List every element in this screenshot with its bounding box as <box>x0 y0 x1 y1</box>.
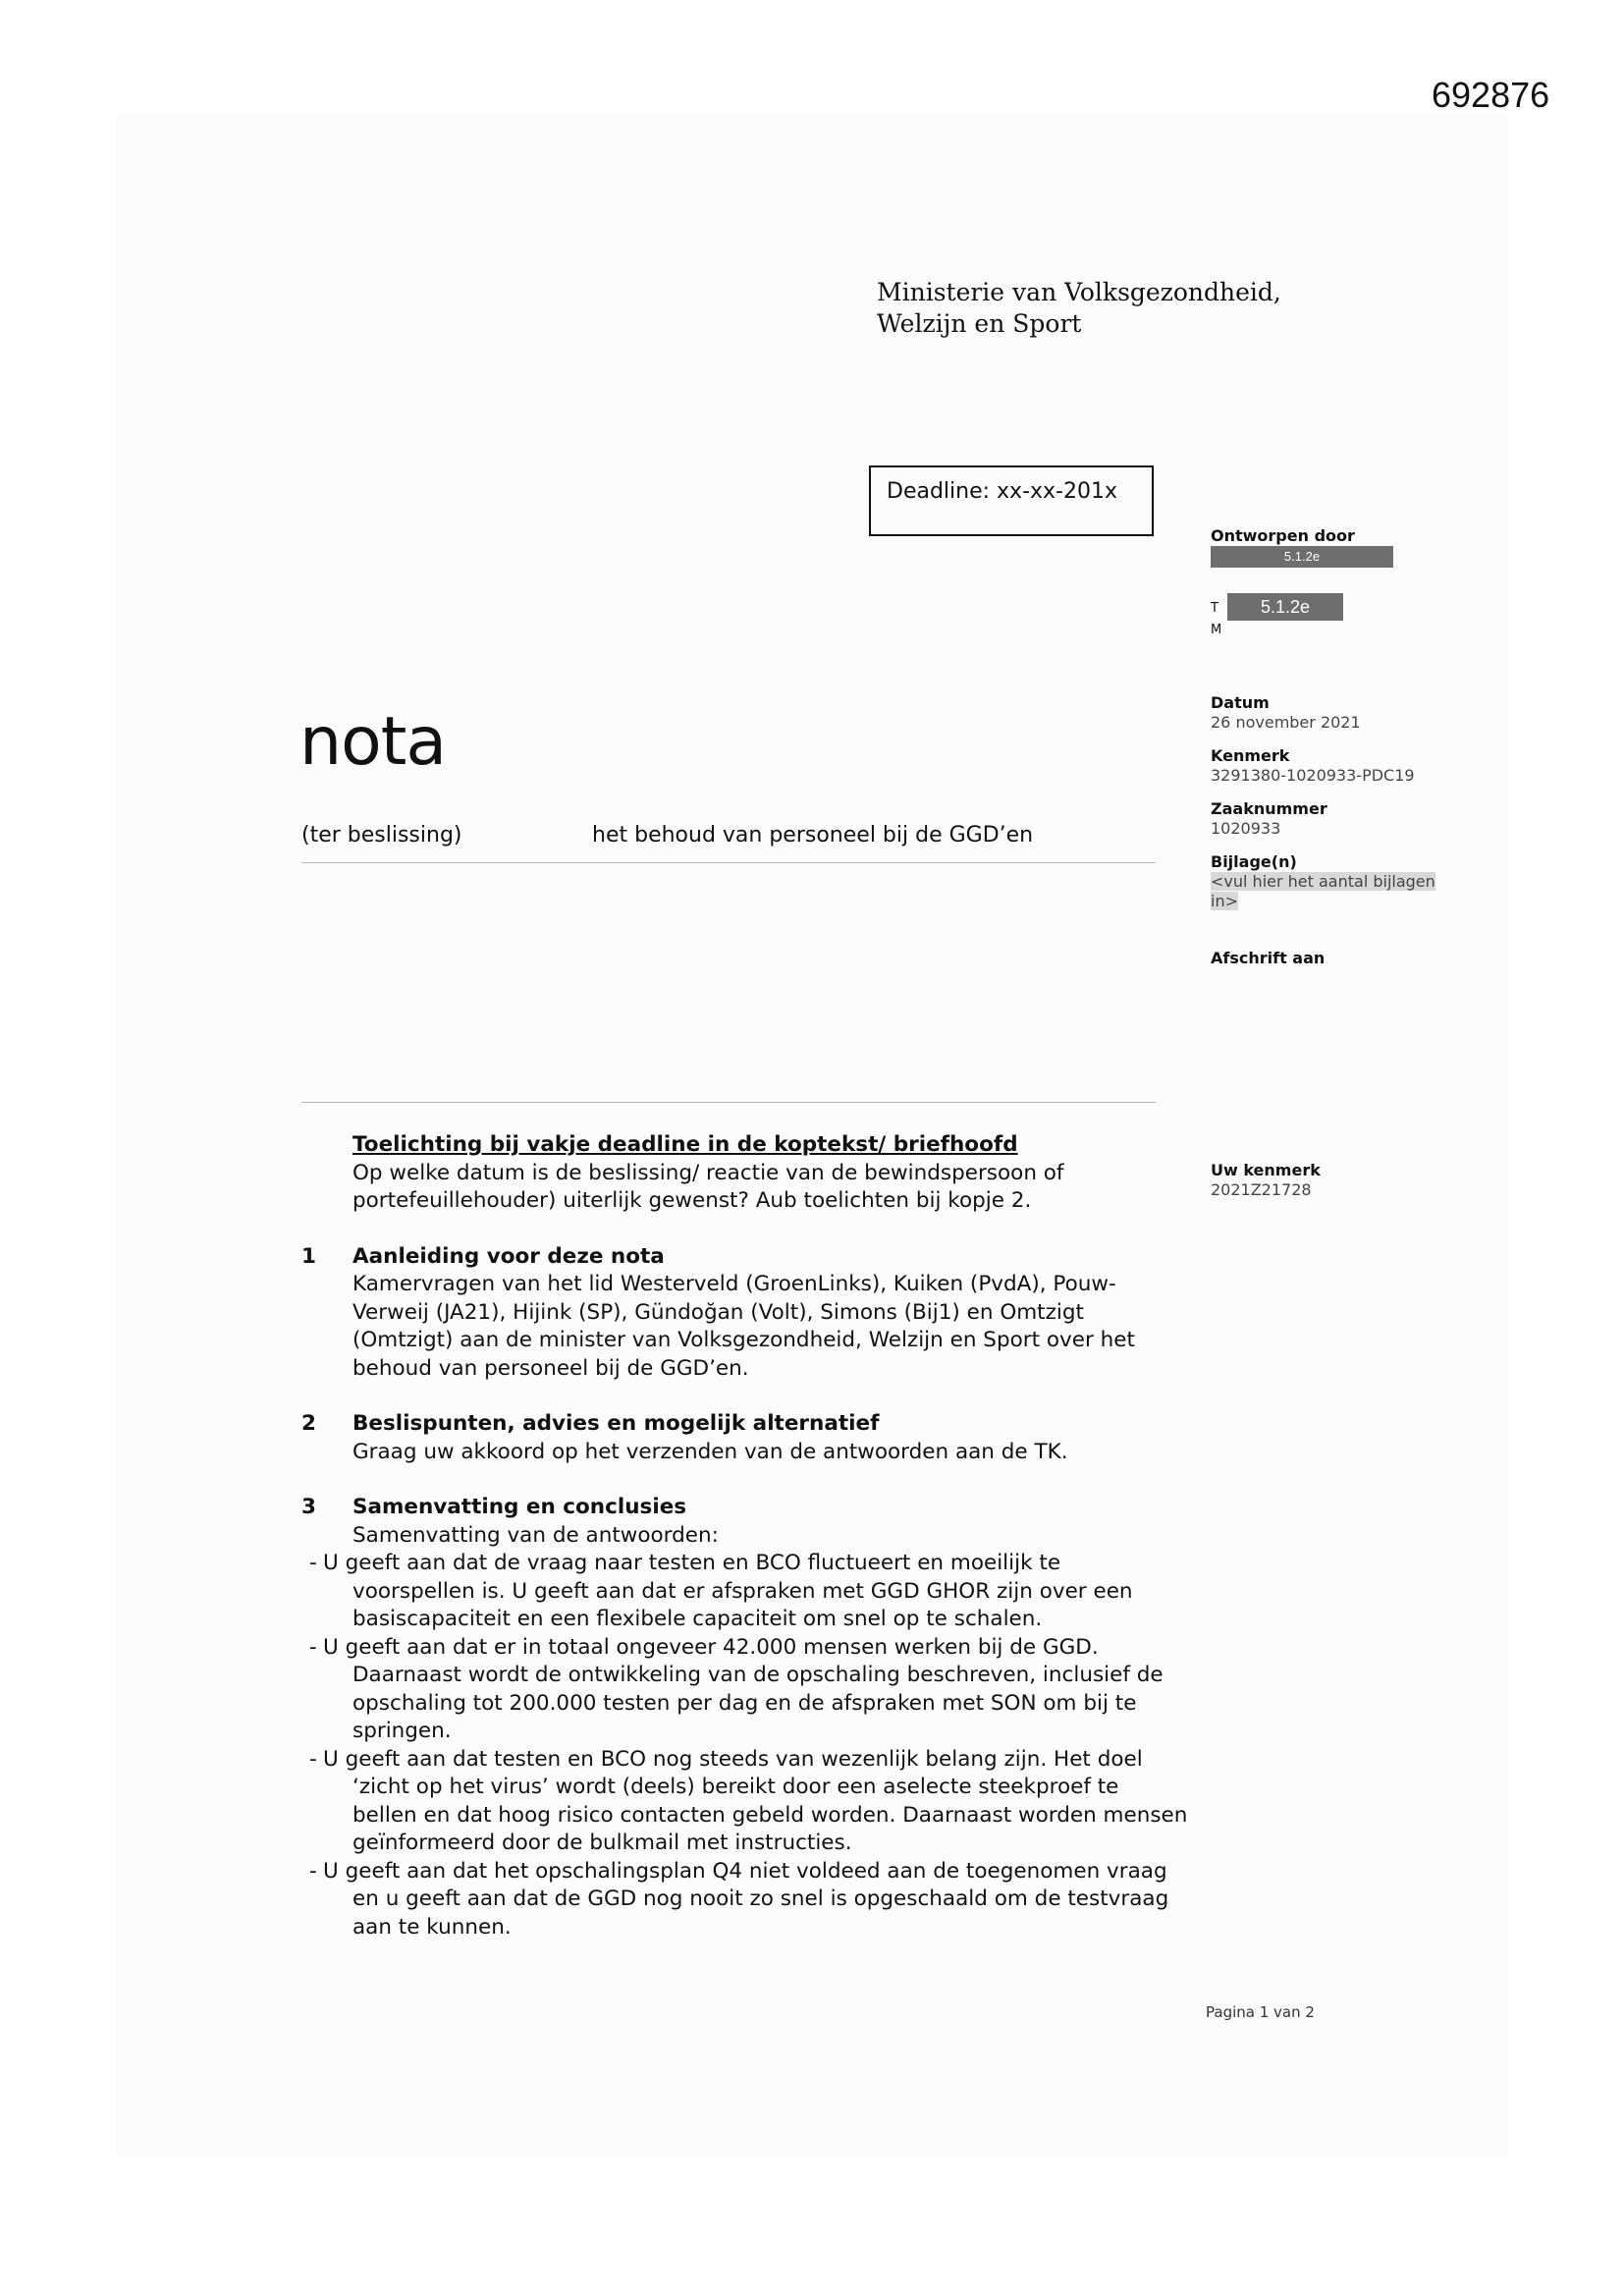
section-3 <box>301 1494 1205 1550</box>
bullet-line: en u geeft aan dat de GGD nog nooit zo snel is opgeschaald om de testvraag <box>352 1886 1169 1911</box>
bullet-dash: - <box>309 1634 317 1660</box>
ministry-line-2: Welzijn en Sport <box>877 309 1082 338</box>
bullet-line: aan te kunnen. <box>352 1914 512 1940</box>
mobile-label: M <box>1211 623 1222 637</box>
document-number: 692876 <box>1432 75 1550 115</box>
section-number: 3 <box>301 1495 316 1519</box>
date-field <box>1211 693 1361 733</box>
bullet-dash: - <box>309 1746 317 1772</box>
attachments-value-line-2: in> <box>1211 892 1238 910</box>
section-text: Samenvatting van de antwoorden: <box>352 1522 719 1548</box>
bullet-line: voorspellen is. U geeft aan dat er afspraken met GGD GHOR zijn over een <box>352 1578 1133 1604</box>
body-content <box>301 1131 1205 1941</box>
reference-value: 3291380-1020933-PDC19 <box>1211 766 1415 785</box>
deadline-box: Deadline: xx-xx-201x <box>869 465 1154 536</box>
intro-text: Op welke datum is de beslissing/ reactie van de bewindspersoon of portefeuillehouder) uiterlijk gewenst? Aub toelichten bij kopje 2. <box>352 1160 1064 1213</box>
bullet-line: basiscapaciteit en een flexibele capaciteit om snel op te schalen. <box>352 1607 1043 1631</box>
attachments-label: Bijlage(n) <box>1211 852 1297 871</box>
section-text: Kamervragen van het lid Westerveld (GroenLinks), Kuiken (PvdA), Pouw-Verweij (JA21), Hijink (SP), Gündoğan (Volt), Simons (Bij1) en Omtzigt (Omtzigt) aan de minister van Volksgezondheid, Welzijn en Sport over het behoud van personeel bij de GGD’en. <box>352 1272 1135 1381</box>
case-number-label: Zaaknummer <box>1211 799 1327 818</box>
reference-label: Kenmerk <box>1211 746 1290 765</box>
bullet-line: ‘zicht op het virus’ wordt (deels) bereikt door een aselecte steekproef te <box>352 1775 1119 1799</box>
section-title: Beslispunten, advies en mogelijk alternatief <box>352 1411 880 1436</box>
subject: het behoud van personeel bij de GGD’en <box>592 823 1034 847</box>
section-text: Graag uw akkoord op het verzenden van de antwoorden aan de TK. <box>352 1439 1068 1464</box>
your-reference-label: Uw kenmerk <box>1211 1161 1321 1179</box>
section-number: 1 <box>301 1243 316 1269</box>
redaction-block: 5.1.2e <box>1211 546 1393 568</box>
bullet-line: opschaling tot 200.000 testen per dag en de afspraken met SON om bij te <box>352 1690 1137 1716</box>
section-title: Aanleiding voor deze nota <box>352 1243 665 1269</box>
summary-bullet <box>301 1746 1205 1858</box>
subject-type: (ter beslissing) <box>301 823 462 847</box>
copy-to-label: Afschrift aan <box>1211 949 1326 967</box>
your-reference-value: 2021Z21728 <box>1211 1180 1312 1199</box>
ministry-line-1: Ministerie van Volksgezondheid, <box>877 278 1281 306</box>
summary-bullet <box>301 1858 1205 1942</box>
bullet-line: bellen en dat hoog risico contacten gebeld worden. Daarnaast worden mensen <box>352 1802 1188 1828</box>
bullet-line: geïnformeerd door de bulkmail met instructies. <box>352 1831 852 1855</box>
bullet-line: U geeft aan dat er in totaal ongeveer 42.000 mensen werken bij de GGD. <box>323 1634 1099 1660</box>
redaction-block-phone: 5.1.2e <box>1227 593 1343 621</box>
reference-field <box>1211 746 1415 786</box>
attachments-field <box>1211 852 1435 911</box>
bullet-line: U geeft aan dat testen en BCO nog steeds van wezenlijk belang zijn. Het doel <box>323 1746 1143 1772</box>
date-label: Datum <box>1211 693 1270 712</box>
section-2 <box>301 1410 1205 1466</box>
bullet-line: springen. <box>352 1719 452 1743</box>
date-value: 26 november 2021 <box>1211 713 1361 732</box>
intro-block <box>352 1131 1099 1216</box>
section-1 <box>301 1243 1205 1384</box>
bullet-line: U geeft aan dat de vraag naar testen en BCO fluctueert en moeilijk te <box>323 1551 1061 1575</box>
body-divider <box>301 1102 1156 1103</box>
attachments-value-line-1: <vul hier het aantal bijlagen <box>1211 872 1435 891</box>
your-reference-field <box>1211 1161 1321 1200</box>
subject-divider <box>301 862 1156 863</box>
ministry-logo-text <box>877 277 1281 340</box>
case-number-value: 1020933 <box>1211 819 1281 838</box>
section-number: 2 <box>301 1411 316 1436</box>
summary-bullets <box>301 1550 1205 1941</box>
case-number-field <box>1211 799 1327 839</box>
bullet-dash: - <box>309 1551 317 1575</box>
section-title: Samenvatting en conclusies <box>352 1495 687 1519</box>
page-footer: Pagina 1 van 2 <box>1206 2003 1315 2021</box>
intro-title: Toelichting bij vakje deadline in de koptekst/ briefhoofd <box>352 1132 1018 1157</box>
designed-by-label: Ontworpen door <box>1211 526 1355 545</box>
bullet-line: U geeft aan dat het opschalingsplan Q4 niet voldeed aan de toegenomen vraag <box>323 1858 1167 1884</box>
summary-bullet <box>301 1550 1205 1634</box>
bullet-dash: - <box>309 1858 317 1884</box>
phone-label: T <box>1211 601 1218 616</box>
document-title: nota <box>299 703 447 781</box>
bullet-line: Daarnaast wordt de ontwikkeling van de opschaling beschreven, inclusief de <box>352 1663 1164 1687</box>
summary-bullet <box>301 1634 1205 1746</box>
